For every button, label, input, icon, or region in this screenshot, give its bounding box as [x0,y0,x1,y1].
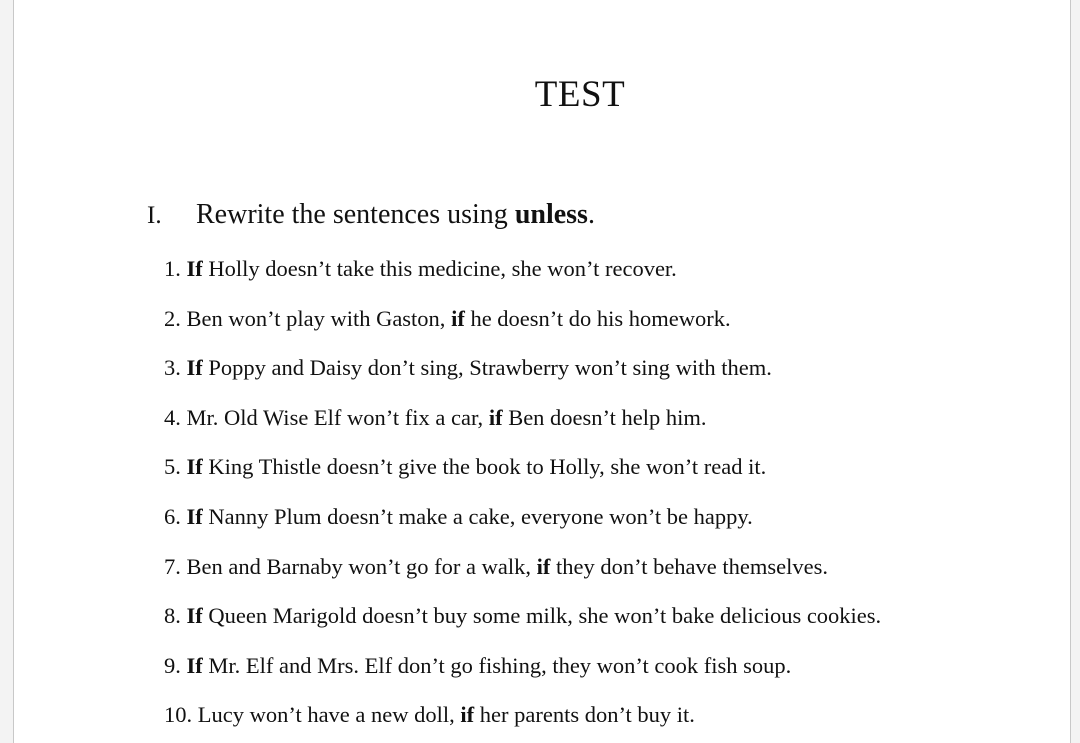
item-text-before: Ben and Barnaby won’t go for a walk, [180,553,537,579]
exercise-item [164,402,881,452]
item-text-before: Mr. Old Wise Elf won’t fix a car, [180,404,489,430]
exercise-item [164,600,881,650]
item-number: 6. [164,503,181,529]
exercise-item [164,699,881,743]
item-number: 1. [164,256,181,281]
item-number: 9. [164,652,181,678]
exercise-item [164,501,881,551]
item-number: 2. [164,305,181,331]
document-title: TEST [534,74,626,115]
item-number: 10. [164,702,193,728]
section-instruction-keyword: unless [514,199,588,230]
item-keyword: if [536,553,551,579]
item-text-after: he doesn’t do his homework. [464,305,731,331]
item-keyword: If [186,454,203,480]
exercise-item [164,551,881,601]
item-text-before: Lucy won’t have a new doll, [192,702,461,728]
item-text-after: her parents don’t buy it. [474,702,695,728]
section-instruction-text: Rewrite the sentences using [196,199,515,230]
item-text-after: Nanny Plum doesn’t make a cake, everyone won’t be happy. [202,503,753,529]
item-keyword: if [488,404,503,430]
item-keyword: If [186,355,203,381]
item-text-after: King Thistle doesn’t give the book to Holly, she won’t read it. [202,454,767,480]
item-number: 5. [164,454,181,480]
document-page [13,0,1071,743]
section-heading [147,196,595,235]
item-keyword: If [186,503,203,529]
exercise-item [164,451,881,501]
item-keyword: If [186,256,203,281]
item-number: 8. [164,603,181,629]
item-text-after: they don’t behave themselves. [550,553,829,579]
exercise-list [164,253,881,743]
item-number: 4. [164,404,181,430]
exercise-item [164,303,881,353]
exercise-item [164,650,881,700]
item-text-after: Poppy and Daisy don’t sing, Strawberry won’t sing with them. [202,355,772,381]
item-keyword: if [460,702,475,728]
item-keyword: If [186,603,203,629]
item-text-after: Mr. Elf and Mrs. Elf don’t go fishing, they won’t cook fish soup. [202,652,792,678]
exercise-item [164,352,881,402]
item-text-before: Ben won’t play with Gaston, [180,305,452,331]
item-keyword: If [186,652,203,678]
section-instruction-suffix: . [587,199,595,230]
item-text-after: Queen Marigold doesn’t buy some milk, she won’t bake delicious cookies. [202,603,882,629]
item-number: 7. [164,553,181,579]
item-text-after: Ben doesn’t help him. [502,404,707,430]
item-number: 3. [164,355,181,381]
item-text-after: Holly doesn’t take this medicine, she won’t recover. [202,256,677,281]
section-numeral: I. [147,202,162,229]
item-keyword: if [451,305,465,331]
exercise-item [164,253,881,303]
